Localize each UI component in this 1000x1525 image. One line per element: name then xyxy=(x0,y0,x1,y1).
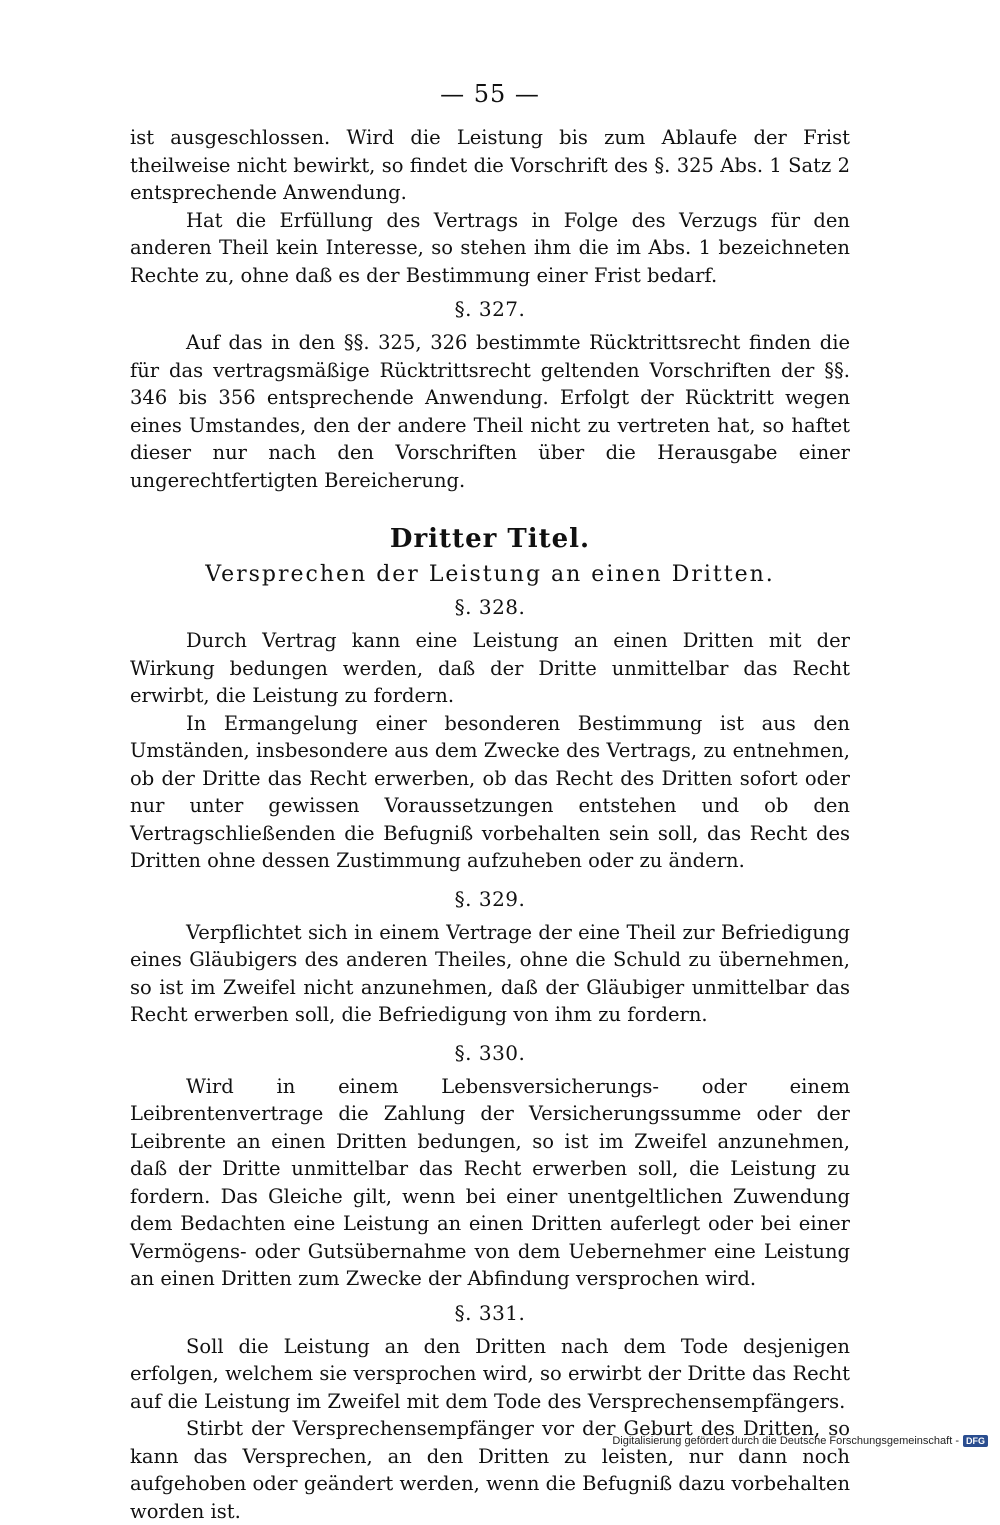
section-heading-330: §. 330. xyxy=(454,1040,526,1065)
footer-text: Digitalisierung gefördert durch die Deutsche Forschungsgemeinschaft - xyxy=(612,1435,959,1447)
paragraph: Hat die Erfüllung des Vertrags in Folge des Verzugs für den anderen Theil kein Interesse, so stehen ihm die im Abs. 1 bezeichneten Rechte zu, ohne daß es der Bestimmung einer Frist bedarf. xyxy=(130,208,850,287)
paragraph: Soll die Leistung an den Dritten nach dem Tode desjenigen erfolgen, welchem sie versprochen wird, so erwirbt der Dritte das Recht auf die Leistung im Zweifel mit dem Tode des Versprechensempfängers. xyxy=(130,1334,850,1413)
title-heading: Dritter Titel. xyxy=(389,524,591,554)
paragraph: In Ermangelung einer besonderen Bestimmung ist aus den Umständen, insbesondere aus dem Zwecke des Vertrags, zu entnehmen, ob der Dritte das Recht erwerben, ob das Recht des Dritten sofort oder nur unter gewissen Voraussetzungen entstehen und ob den Vertragschließenden die Befugniß vorbehalten sein soll, das Recht des Dritten ohne dessen Zustimmung aufzuheben oder zu ändern. xyxy=(130,711,850,872)
paragraph: Durch Vertrag kann eine Leistung an einen Dritten mit der Wirkung bedungen werden, daß der Dritte unmittelbar das Recht erwirbt, die Leistung zu fordern. xyxy=(130,629,850,707)
section-heading-329: §. 329. xyxy=(454,886,526,911)
page-number: — 55 — xyxy=(440,80,540,108)
paragraph: Verpflichtet sich in einem Vertrage der eine Theil zur Befriedigung eines Gläubigers des anderen Theiles, ohne die Schuld zu übernehmen, so ist im Zweifel nicht anzunehmen, daß der Gläubiger unmittelbar das Recht erwerben soll, die Befriedigung von ihm zu fordern. xyxy=(130,920,850,1026)
digitization-footer xyxy=(612,1435,988,1447)
document-page xyxy=(130,80,850,1525)
section-heading-327: §. 327. xyxy=(454,297,526,321)
paragraph: Auf das in den §§. 325, 326 bestimmte Rücktrittsrecht finden die für das vertragsmäßige Rücktrittsrecht geltenden Vorschriften der §§. 346 bis 356 entsprechende Anwendung. Erfolgt der Rücktritt wegen eines Umstandes, den der andere Theil nicht zu vertreten hat, so haftet dieser nur nach den Vorschriften über die Herausgabe einer ungerechtfertigten Bereicherung. xyxy=(130,331,850,492)
subtitle-heading: Versprechen der Leistung an einen Dritten. xyxy=(205,562,775,587)
paragraph: Stirbt der Versprechensempfänger vor der Geburt des Dritten, so kann das Versprechen, an den Dritten zu leisten, nur dann noch aufgehoben oder geändert werden, wenn die Befugniß dazu vorbehalten worden ist. xyxy=(130,1417,850,1523)
paragraph-continued: ist ausgeschlossen. Wird die Leistung bis zum Ablaufe der Frist theilweise nicht bewirkt, so findet die Vorschrift des §. 325 Abs. 1 Satz 2 entsprechende Anwendung. xyxy=(130,126,850,204)
section-heading-331: §. 331. xyxy=(454,1300,526,1325)
paragraph: Wird in einem Lebensversicherungs- oder einem Leibrentenvertrage die Zahlung der Versicherungssumme oder der Leibrente an einen Dritten bedungen, so ist im Zweifel anzunehmen, daß der Dritte unmittelbar das Recht erwerben soll, die Leistung zu fordern. Das Gleiche gilt, wenn bei einer unentgeltlichen Zuwendung dem Bedachten eine Leistung an einen Dritten auferlegt oder bei einer Vermögens- oder Gutsübernahme von dem Uebernehmer eine Leistung an einen Dritten zum Zwecke der Abfindung versprochen wird. xyxy=(130,1074,850,1290)
dfg-logo: DFG xyxy=(963,1435,988,1447)
section-heading-328: §. 328. xyxy=(454,595,526,619)
